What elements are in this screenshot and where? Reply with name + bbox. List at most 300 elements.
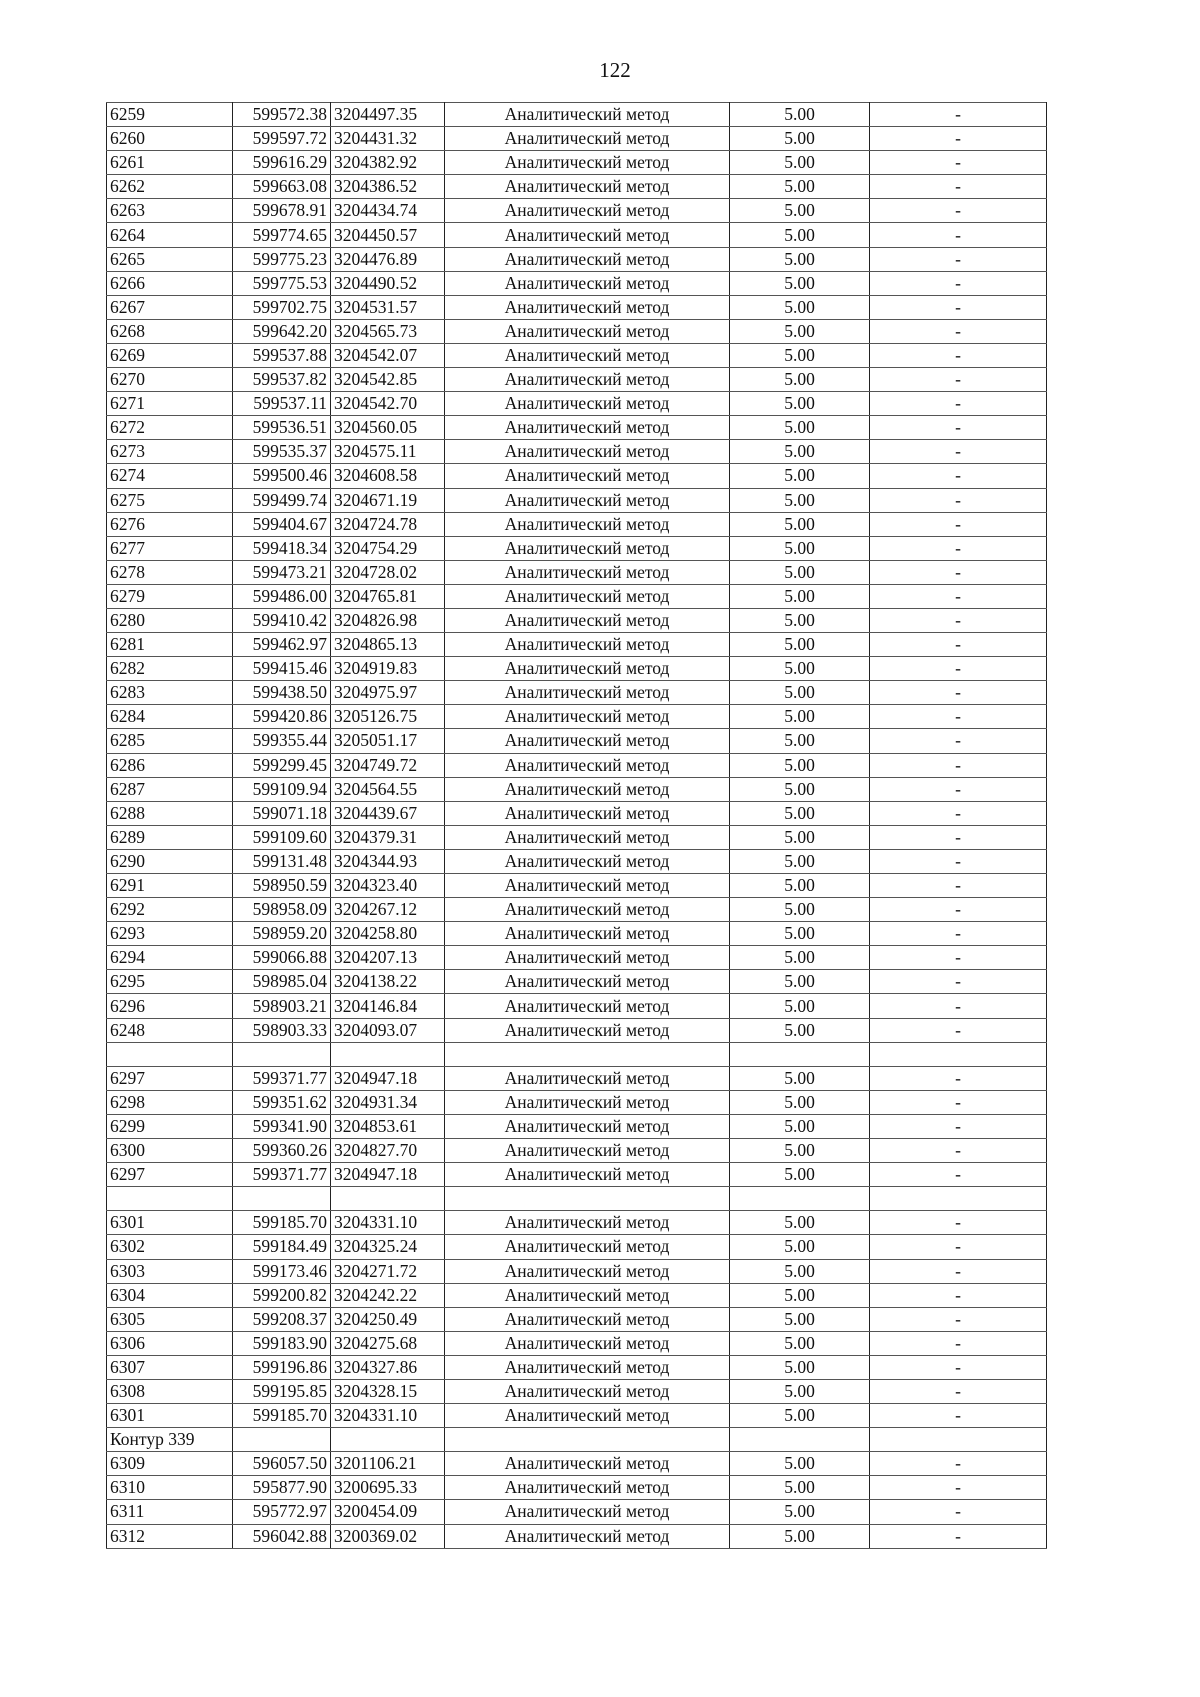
method-cell: Аналитический метод [445,416,730,440]
point-number-cell: 6275 [107,488,233,512]
accuracy-cell: 5.00 [730,922,870,946]
x-coordinate-cell: 599535.37 [233,440,331,464]
point-number-cell: 6308 [107,1379,233,1403]
x-coordinate-cell: 599109.94 [233,777,331,801]
note-cell: - [870,223,1047,247]
coordinates-table-body [107,103,1047,1549]
note-cell: - [870,1163,1047,1187]
y-coordinate-cell: 3204497.35 [331,103,445,127]
table-row [107,343,1047,367]
table-row [107,1211,1047,1235]
table-row [107,657,1047,681]
method-cell: Аналитический метод [445,608,730,632]
note-cell: - [870,1331,1047,1355]
method-cell: Аналитический метод [445,1211,730,1235]
x-coordinate-cell: 599642.20 [233,319,331,343]
x-coordinate-cell: 599173.46 [233,1259,331,1283]
accuracy-cell: 5.00 [730,1283,870,1307]
x-coordinate-cell: 599572.38 [233,103,331,127]
x-coordinate-cell: 598985.04 [233,970,331,994]
x-coordinate-cell: 599131.48 [233,849,331,873]
x-coordinate-cell: 599537.82 [233,368,331,392]
note-cell: - [870,1018,1047,1042]
table-row [107,729,1047,753]
table-row [107,392,1047,416]
method-cell: Аналитический метод [445,127,730,151]
table-row [107,849,1047,873]
table-row [107,584,1047,608]
note-cell: - [870,247,1047,271]
point-number-cell: 6294 [107,946,233,970]
note-cell: - [870,608,1047,632]
table-row [107,440,1047,464]
method-cell: Аналитический метод [445,1259,730,1283]
method-cell: Аналитический метод [445,825,730,849]
point-number-cell: 6303 [107,1259,233,1283]
point-number-cell: 6260 [107,127,233,151]
x-coordinate-cell: 599438.50 [233,681,331,705]
table-row [107,1259,1047,1283]
method-cell: Аналитический метод [445,392,730,416]
note-cell: - [870,1211,1047,1235]
method-cell: Аналитический метод [445,319,730,343]
note-cell: - [870,681,1047,705]
y-coordinate-cell: 3204749.72 [331,753,445,777]
point-number-cell: 6302 [107,1235,233,1259]
method-cell: Аналитический метод [445,1355,730,1379]
point-number-cell: 6292 [107,898,233,922]
y-coordinate-cell: 3200695.33 [331,1476,445,1500]
accuracy-cell: 5.00 [730,368,870,392]
x-coordinate-cell: 599536.51 [233,416,331,440]
table-row [107,874,1047,898]
x-coordinate-cell: 595772.97 [233,1500,331,1524]
note-cell: - [870,512,1047,536]
note-cell: - [870,392,1047,416]
point-number-cell: 6296 [107,994,233,1018]
accuracy-cell [730,1042,870,1066]
table-row [107,1524,1047,1548]
y-coordinate-cell: 3204439.67 [331,801,445,825]
accuracy-cell: 5.00 [730,199,870,223]
note-cell: - [870,1114,1047,1138]
accuracy-cell: 5.00 [730,1114,870,1138]
y-coordinate-cell: 3204947.18 [331,1066,445,1090]
accuracy-cell [730,1428,870,1452]
table-row [107,1404,1047,1428]
method-cell: Аналитический метод [445,633,730,657]
x-coordinate-cell: 599473.21 [233,560,331,584]
point-number-cell: 6274 [107,464,233,488]
table-row [107,295,1047,319]
method-cell: Аналитический метод [445,922,730,946]
method-cell: Аналитический метод [445,1018,730,1042]
accuracy-cell: 5.00 [730,1331,870,1355]
point-number-cell: 6300 [107,1139,233,1163]
point-number-cell: 6283 [107,681,233,705]
y-coordinate-cell: 3204564.55 [331,777,445,801]
note-cell: - [870,175,1047,199]
table-row [107,271,1047,295]
y-coordinate-cell: 3204138.22 [331,970,445,994]
accuracy-cell: 5.00 [730,970,870,994]
method-cell: Аналитический метод [445,898,730,922]
y-coordinate-cell: 3204765.81 [331,584,445,608]
method-cell: Аналитический метод [445,512,730,536]
point-number-cell: 6293 [107,922,233,946]
point-number-cell: 6278 [107,560,233,584]
x-coordinate-cell: 599341.90 [233,1114,331,1138]
table-row [107,922,1047,946]
y-coordinate-cell: 3204531.57 [331,295,445,319]
y-coordinate-cell: 3204331.10 [331,1211,445,1235]
y-coordinate-cell: 3204724.78 [331,512,445,536]
x-coordinate-cell: 599420.86 [233,705,331,729]
method-cell: Аналитический метод [445,994,730,1018]
x-coordinate-cell: 599355.44 [233,729,331,753]
table-row [107,175,1047,199]
y-coordinate-cell: 3200454.09 [331,1500,445,1524]
table-row [107,512,1047,536]
method-cell: Аналитический метод [445,271,730,295]
point-number-cell: Контур 339 [107,1428,233,1452]
x-coordinate-cell: 599774.65 [233,223,331,247]
point-number-cell: 6291 [107,874,233,898]
point-number-cell: 6295 [107,970,233,994]
note-cell: - [870,729,1047,753]
accuracy-cell: 5.00 [730,1259,870,1283]
note-cell: - [870,151,1047,175]
point-number-cell: 6279 [107,584,233,608]
accuracy-cell: 5.00 [730,777,870,801]
x-coordinate-cell: 599195.85 [233,1379,331,1403]
accuracy-cell: 5.00 [730,560,870,584]
table-row [107,1283,1047,1307]
table-row [107,1163,1047,1187]
method-cell: Аналитический метод [445,777,730,801]
x-coordinate-cell: 596042.88 [233,1524,331,1548]
table-row [107,1114,1047,1138]
table-row [107,1355,1047,1379]
note-cell: - [870,849,1047,873]
x-coordinate-cell: 599371.77 [233,1163,331,1187]
point-number-cell: 6304 [107,1283,233,1307]
y-coordinate-cell: 3204325.24 [331,1235,445,1259]
x-coordinate-cell: 599537.88 [233,343,331,367]
point-number-cell: 6286 [107,753,233,777]
method-cell: Аналитический метод [445,199,730,223]
y-coordinate-cell: 3204975.97 [331,681,445,705]
x-coordinate-cell: 599183.90 [233,1331,331,1355]
note-cell: - [870,825,1047,849]
accuracy-cell: 5.00 [730,729,870,753]
table-row [107,705,1047,729]
point-number-cell: 6276 [107,512,233,536]
method-cell: Аналитический метод [445,223,730,247]
x-coordinate-cell: 599663.08 [233,175,331,199]
x-coordinate-cell: 598958.09 [233,898,331,922]
y-coordinate-cell: 3204093.07 [331,1018,445,1042]
y-coordinate-cell: 3204434.74 [331,199,445,223]
method-cell: Аналитический метод [445,536,730,560]
table-row [107,1452,1047,1476]
method-cell [445,1428,730,1452]
y-coordinate-cell: 3200369.02 [331,1524,445,1548]
x-coordinate-cell [233,1187,331,1211]
x-coordinate-cell: 599185.70 [233,1211,331,1235]
table-row [107,103,1047,127]
y-coordinate-cell: 3204327.86 [331,1355,445,1379]
note-cell: - [870,1066,1047,1090]
method-cell: Аналитический метод [445,849,730,873]
point-number-cell: 6285 [107,729,233,753]
note-cell: - [870,1524,1047,1548]
note-cell: - [870,874,1047,898]
table-row [107,127,1047,151]
method-cell: Аналитический метод [445,1114,730,1138]
note-cell: - [870,271,1047,295]
method-cell: Аналитический метод [445,946,730,970]
note-cell: - [870,488,1047,512]
y-coordinate-cell [331,1428,445,1452]
table-row [107,970,1047,994]
note-cell: - [870,1476,1047,1500]
y-coordinate-cell: 3204271.72 [331,1259,445,1283]
y-coordinate-cell: 3204382.92 [331,151,445,175]
accuracy-cell: 5.00 [730,440,870,464]
y-coordinate-cell: 3204431.32 [331,127,445,151]
note-cell: - [870,199,1047,223]
y-coordinate-cell: 3204827.70 [331,1139,445,1163]
x-coordinate-cell: 599196.86 [233,1355,331,1379]
x-coordinate-cell: 599499.74 [233,488,331,512]
x-coordinate-cell: 599184.49 [233,1235,331,1259]
note-cell: - [870,994,1047,1018]
y-coordinate-cell: 3204323.40 [331,874,445,898]
method-cell: Аналитический метод [445,1163,730,1187]
table-row [107,319,1047,343]
table-row [107,994,1047,1018]
coordinates-table [106,102,1047,1549]
table-row [107,1500,1047,1524]
accuracy-cell: 5.00 [730,1066,870,1090]
y-coordinate-cell: 3204242.22 [331,1283,445,1307]
note-cell: - [870,1404,1047,1428]
method-cell: Аналитический метод [445,1524,730,1548]
accuracy-cell: 5.00 [730,1018,870,1042]
table-row [107,199,1047,223]
x-coordinate-cell: 599500.46 [233,464,331,488]
table-row [107,753,1047,777]
method-cell: Аналитический метод [445,1235,730,1259]
point-number-cell: 6297 [107,1066,233,1090]
method-cell: Аналитический метод [445,1139,730,1163]
y-coordinate-cell: 3204728.02 [331,560,445,584]
x-coordinate-cell: 599299.45 [233,753,331,777]
accuracy-cell: 5.00 [730,247,870,271]
method-cell [445,1042,730,1066]
accuracy-cell: 5.00 [730,1524,870,1548]
method-cell: Аналитический метод [445,151,730,175]
note-cell: - [870,440,1047,464]
table-row [107,560,1047,584]
method-cell: Аналитический метод [445,295,730,319]
point-number-cell: 6301 [107,1404,233,1428]
method-cell: Аналитический метод [445,1379,730,1403]
accuracy-cell: 5.00 [730,1139,870,1163]
accuracy-cell: 5.00 [730,488,870,512]
point-number-cell: 6281 [107,633,233,657]
y-coordinate-cell: 3204331.10 [331,1404,445,1428]
accuracy-cell: 5.00 [730,657,870,681]
note-cell: - [870,1235,1047,1259]
note-cell: - [870,946,1047,970]
x-coordinate-cell: 599200.82 [233,1283,331,1307]
accuracy-cell: 5.00 [730,1404,870,1428]
note-cell: - [870,1090,1047,1114]
x-coordinate-cell: 599702.75 [233,295,331,319]
note-cell: - [870,970,1047,994]
method-cell: Аналитический метод [445,874,730,898]
x-coordinate-cell: 596057.50 [233,1452,331,1476]
method-cell: Аналитический метод [445,657,730,681]
accuracy-cell: 5.00 [730,175,870,199]
point-number-cell: 6297 [107,1163,233,1187]
x-coordinate-cell: 599208.37 [233,1307,331,1331]
point-number-cell: 6307 [107,1355,233,1379]
method-cell: Аналитический метод [445,1283,730,1307]
x-coordinate-cell: 599351.62 [233,1090,331,1114]
note-cell: - [870,368,1047,392]
point-number-cell: 6263 [107,199,233,223]
table-row [107,1066,1047,1090]
method-cell: Аналитический метод [445,464,730,488]
method-cell: Аналитический метод [445,681,730,705]
method-cell: Аналитический метод [445,247,730,271]
x-coordinate-cell: 599360.26 [233,1139,331,1163]
note-cell [870,1187,1047,1211]
point-number-cell: 6261 [107,151,233,175]
y-coordinate-cell: 3204542.07 [331,343,445,367]
point-number-cell: 6264 [107,223,233,247]
note-cell: - [870,753,1047,777]
table-row [107,1235,1047,1259]
note-cell: - [870,657,1047,681]
method-cell: Аналитический метод [445,488,730,512]
accuracy-cell: 5.00 [730,343,870,367]
method-cell: Аналитический метод [445,1066,730,1090]
point-number-cell: 6266 [107,271,233,295]
note-cell: - [870,633,1047,657]
accuracy-cell: 5.00 [730,536,870,560]
note-cell: - [870,343,1047,367]
point-number-cell: 6311 [107,1500,233,1524]
method-cell: Аналитический метод [445,1452,730,1476]
accuracy-cell: 5.00 [730,103,870,127]
accuracy-cell: 5.00 [730,584,870,608]
point-number-cell: 6272 [107,416,233,440]
y-coordinate-cell: 3204931.34 [331,1090,445,1114]
y-coordinate-cell: 3204947.18 [331,1163,445,1187]
accuracy-cell: 5.00 [730,127,870,151]
accuracy-cell: 5.00 [730,681,870,705]
note-cell: - [870,922,1047,946]
y-coordinate-cell: 3204919.83 [331,657,445,681]
accuracy-cell: 5.00 [730,1379,870,1403]
accuracy-cell: 5.00 [730,392,870,416]
table-row [107,608,1047,632]
accuracy-cell: 5.00 [730,705,870,729]
table-row [107,1307,1047,1331]
table-row [107,1331,1047,1355]
y-coordinate-cell: 3204490.52 [331,271,445,295]
point-number-cell [107,1187,233,1211]
point-number-cell: 6277 [107,536,233,560]
accuracy-cell: 5.00 [730,1211,870,1235]
y-coordinate-cell: 3204560.05 [331,416,445,440]
x-coordinate-cell: 599109.60 [233,825,331,849]
point-number-cell: 6288 [107,801,233,825]
table-row [107,1476,1047,1500]
y-coordinate-cell: 3204146.84 [331,994,445,1018]
x-coordinate-cell: 599410.42 [233,608,331,632]
y-coordinate-cell: 3204542.70 [331,392,445,416]
note-cell: - [870,777,1047,801]
point-number-cell: 6312 [107,1524,233,1548]
accuracy-cell: 5.00 [730,801,870,825]
point-number-cell: 6259 [107,103,233,127]
point-number-cell: 6289 [107,825,233,849]
method-cell: Аналитический метод [445,1090,730,1114]
x-coordinate-cell: 599404.67 [233,512,331,536]
point-number-cell: 6267 [107,295,233,319]
point-number-cell [107,1042,233,1066]
point-number-cell: 6282 [107,657,233,681]
table-row [107,247,1047,271]
table-row [107,488,1047,512]
y-coordinate-cell: 3204608.58 [331,464,445,488]
x-coordinate-cell [233,1428,331,1452]
x-coordinate-cell: 599775.53 [233,271,331,295]
point-number-cell: 6271 [107,392,233,416]
accuracy-cell: 5.00 [730,295,870,319]
note-cell: - [870,319,1047,343]
method-cell: Аналитический метод [445,584,730,608]
point-number-cell: 6310 [107,1476,233,1500]
x-coordinate-cell: 599371.77 [233,1066,331,1090]
method-cell [445,1187,730,1211]
note-cell: - [870,1259,1047,1283]
accuracy-cell: 5.00 [730,633,870,657]
method-cell: Аналитический метод [445,103,730,127]
point-number-cell: 6301 [107,1211,233,1235]
method-cell: Аналитический метод [445,970,730,994]
y-coordinate-cell: 3205126.75 [331,705,445,729]
accuracy-cell: 5.00 [730,898,870,922]
accuracy-cell [730,1187,870,1211]
method-cell: Аналитический метод [445,729,730,753]
accuracy-cell: 5.00 [730,994,870,1018]
note-cell: - [870,536,1047,560]
note-cell: - [870,464,1047,488]
table-row [107,1139,1047,1163]
accuracy-cell: 5.00 [730,1307,870,1331]
y-coordinate-cell: 3204476.89 [331,247,445,271]
accuracy-cell: 5.00 [730,1500,870,1524]
note-cell: - [870,127,1047,151]
accuracy-cell: 5.00 [730,271,870,295]
x-coordinate-cell: 595877.90 [233,1476,331,1500]
